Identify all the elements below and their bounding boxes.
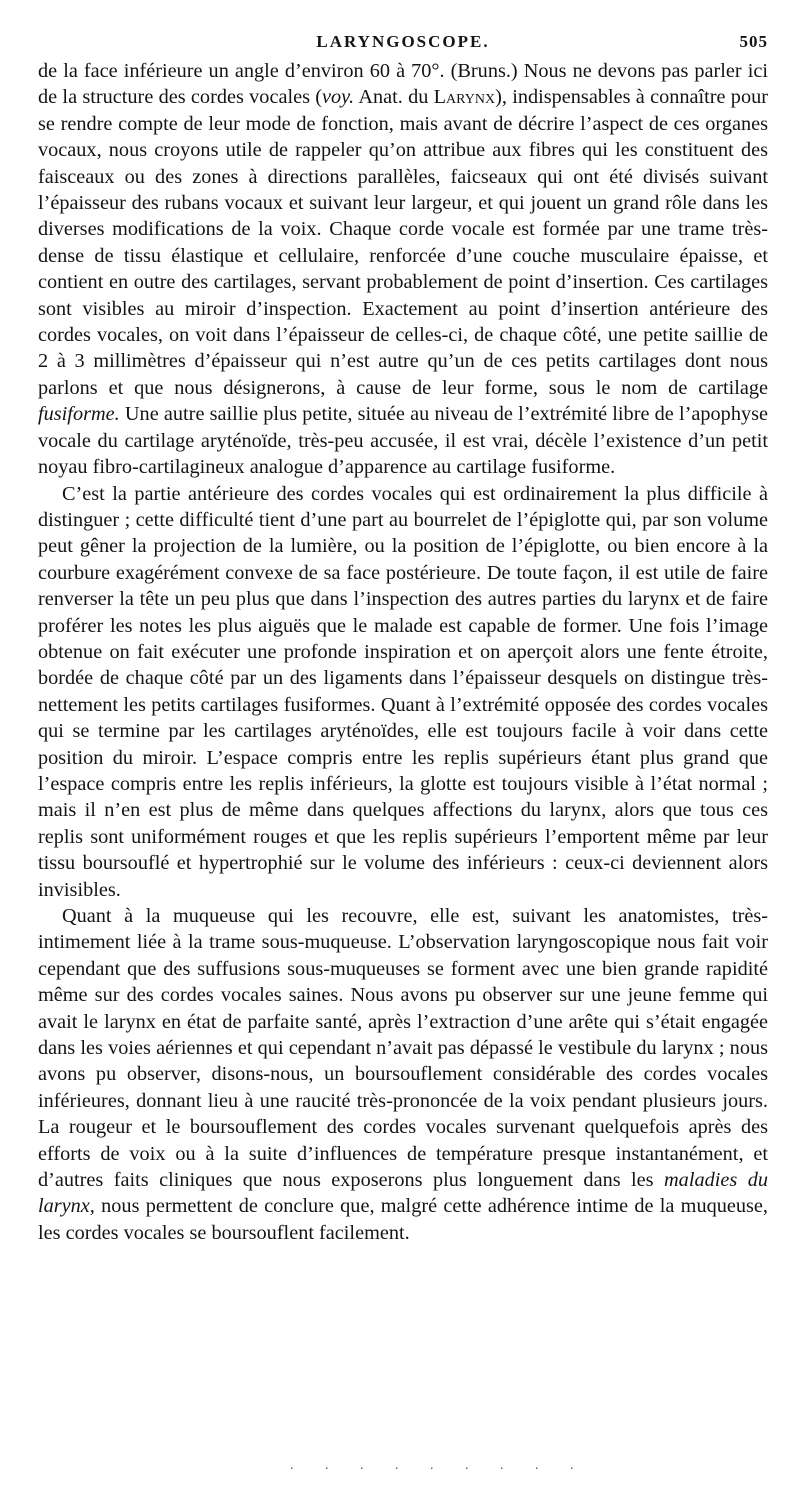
paragraph-1: de la face inférieure un angle d’environ 60 à 70°. (Bruns.) Nous ne devons pas parler ici de la structure des cordes vocales (voy. Anat. du Larynx), indispensables à connaître pour se rendre compte de leur mode de fonction, mais avant de décrire l’aspect de ces organes vocaux, nous croyons utile de rappeler qu’on attribue aux fibres qui les constituent des faisceaux ou des zones à directions parallèles, faicseaux qui ont été divisés suivant l’épaisseur des rubans vocaux et suivant leur largeur, et qui jouent un grand rôle dans les diverses modifications de la voix. Chaque corde vocale est formée par une trame très-dense de tissu élastique et cellulaire, renforcée d’une couche musculaire épaisse, et contient en outre des cartilages, servant probablement de point d’insertion. Ces cartilages sont visibles au miroir d’inspection. Exactement au point d’insertion antérieure des cordes vocales, on voit dans l’épaisseur de celles-ci, de chaque côté, une petite saillie de 2 à 3 millimètres d’épaisseur qui n’est autre qu’un de ces petits cartilages dont nous parlons et que nous désignerons, à cause de leur forme, sous le nom de cartilage fusiforme. Une autre saillie plus petite, située au niveau de l’extrémité libre de l’apophyse vocale du cartilage aryténoïde, très-peu accusée, il est vrai, décèle l’existence d’un petit noyau fibro-cartilagineux analogue d’apparence au cartilage fusiforme.: [38, 60, 768, 479]
page-body: [38, 58, 768, 1246]
paragraph-2: C’est la partie antérieure des cordes vocales qui est ordinairement la plus difficile à distinguer ; cette difficulté tient d’une part au bourrelet de l’épiglotte qui, par son volume peut gêner la projection de la lumière, ou la position de l’épiglotte, ou bien encore à la courbure exagérément convexe de sa face postérieure. De toute façon, il est utile de faire renverser la tête un peu plus que dans l’inspection des autres parties du larynx et de faire proférer les notes les plus aiguës que le malade est capable de former. Une fois l’image obtenue on fait exécuter une profonde inspiration et on aperçoit alors une fente étroite, bordée de chaque côté par un des ligaments dans l’épaisseur desquels on distingue très-nettement les petits cartilages fusiformes. Quant à l’extrémité opposée des cordes vocales qui se termine par les cartilages aryténoïdes, elle est toujours facile à voir dans cette position du miroir. L’espace compris entre les replis supérieurs étant plus grand que l’espace compris entre les replis inférieurs, la glotte est toujours visible à l’état normal ; mais il n’en est plus de même dans quelques affections du larynx, alors que tous ces replis sont uniformément rouges et que les replis supérieurs l’emportent même par leur tissu boursouflé et hypertrophié sur le volume des inférieurs : ceux-ci deviennent alors invisibles.: [38, 482, 768, 901]
running-title: LARYNGOSCOPE.: [316, 32, 490, 51]
page-header: [38, 28, 768, 58]
page-number: 505: [739, 32, 768, 51]
paragraph-3: Quant à la muqueuse qui les recouvre, elle est, suivant les anatomistes, très-intimement liée à la trame sous-muqueuse. L’observation laryngoscopique nous fait voir cependant que des suffusions sous-muqueuses se forment avec une bien grande rapidité même sur des cordes vocales saines. Nous avons pu observer sur une jeune femme qui avait le larynx en état de parfaite santé, après l’extraction d’une arête qui s’était engagée dans les voies aériennes et qui cependant n’avait pas dépassé le vestibule du larynx ; nous avons pu observer, disons-nous, un boursouflement considérable des cordes vocales inférieures, donnant lieu à une raucité très-prononcée de la voix pendant plusieurs jours. La rougeur et le boursouflement des cordes vocales survenant quelquefois après des efforts de voix ou à la suite d’influences de température presque instantanément, et d’autres faits cliniques que nous exposerons plus longuement dans les maladies du larynx, nous permettent de conclure que, malgré cette adhérence intime de la muqueuse, les cordes vocales se boursouflent facilement.: [38, 905, 768, 1244]
book-page: [38, 28, 768, 1246]
footer-dots: . . . . . . . . .: [290, 1458, 588, 1473]
